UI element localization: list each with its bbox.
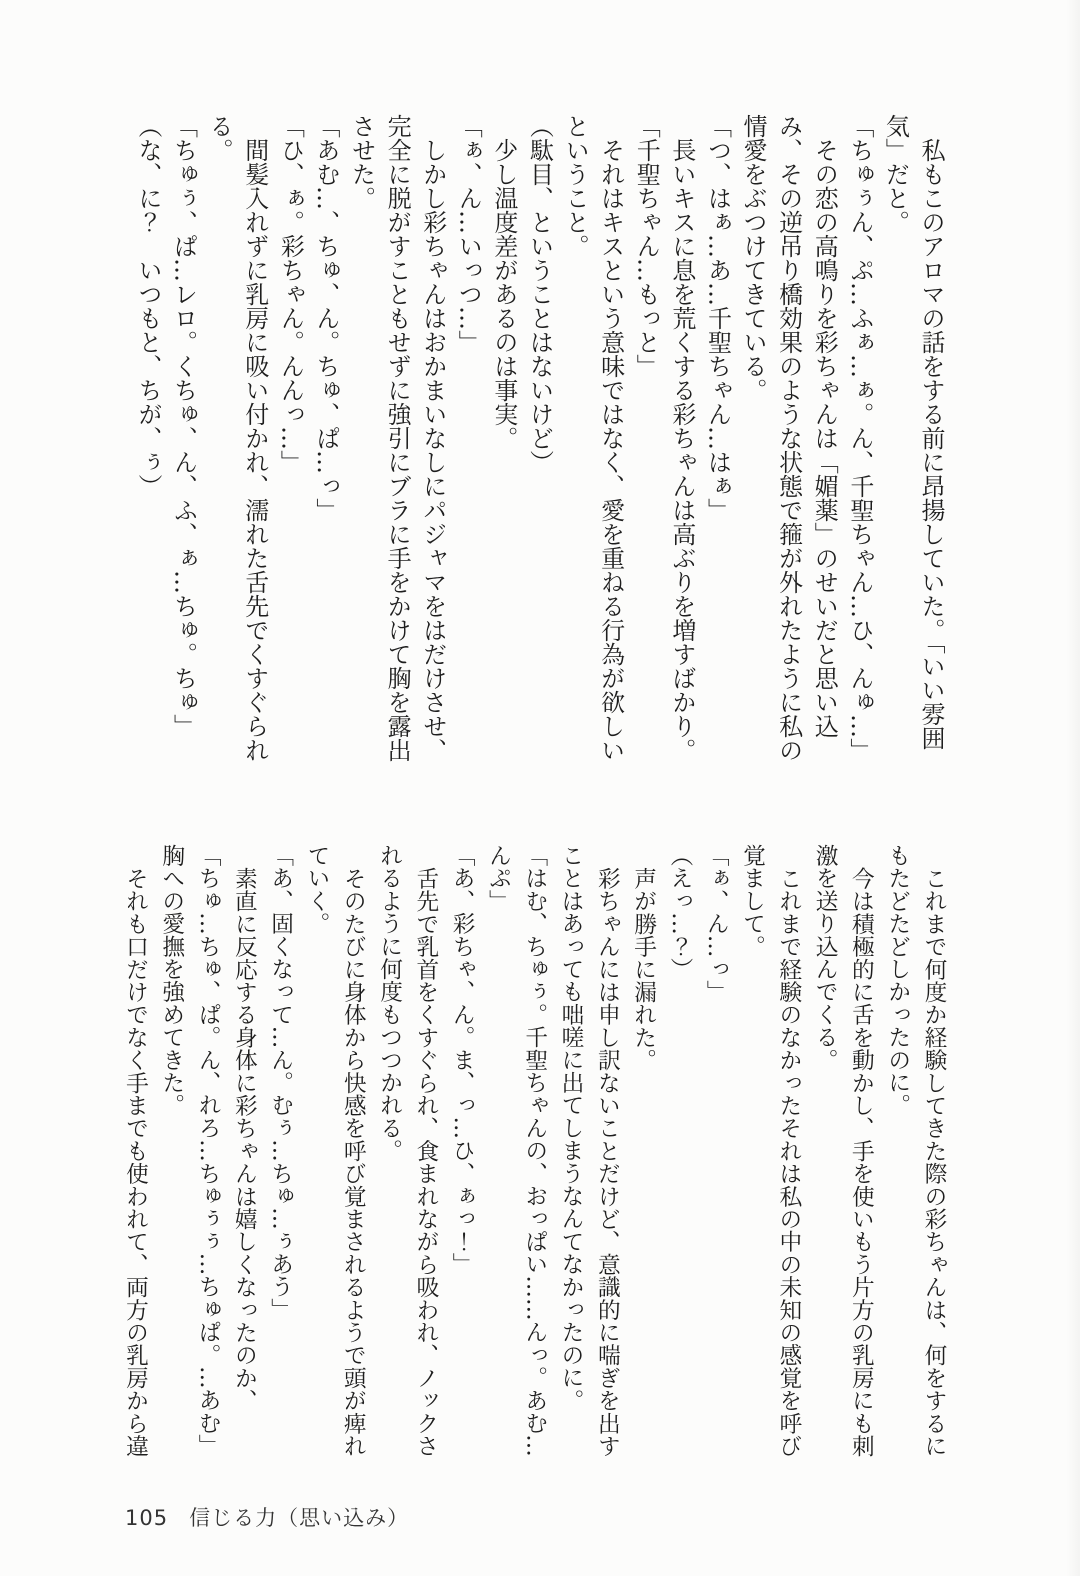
text-line: 「ちゅぅ、ぱ…レロ。くちゅ、ん、ふ、ぁ…ちゅ。ちゅ」 bbox=[169, 114, 198, 738]
text-line: ことはあっても咄嗟に出てしまうなんてなかったのに。 bbox=[558, 844, 585, 1412]
text-line: 激を送り込んでくる。 bbox=[812, 844, 839, 1071]
text-line: （えっ…？） bbox=[666, 844, 693, 981]
text-line: ということ。 bbox=[561, 114, 590, 258]
text-line: 長いキスに息を荒くする彩ちゃんは高ぶりを増すばかり。 bbox=[667, 138, 696, 762]
text-line: しかし彩ちゃんはおかまいなしにパジャマをはだけさせ、 bbox=[418, 138, 447, 762]
text-block-bottom bbox=[117, 844, 952, 1466]
text-line: 「ちゅ…ちゅ、ぱ。ん、れろ…ちゅぅぅ…ちゅぱ。…あむ」 bbox=[195, 844, 222, 1457]
text-line: その恋の高鳴りを彩ちゃんは「媚薬」のせいだと思い込 bbox=[810, 138, 839, 738]
page-number: 105 bbox=[125, 1506, 169, 1530]
text-line: （駄目、ということはないけど） bbox=[525, 114, 554, 474]
text-line: る。 bbox=[205, 114, 234, 162]
text-line: 少し温度差があるのは事実。 bbox=[489, 138, 518, 450]
text-line: これまで何度か経験してきた際の彩ちゃんは、何をするに bbox=[921, 866, 947, 1457]
text-block-top bbox=[129, 114, 948, 776]
text-line: 「あ、固くなって…ん。むぅ…ちゅ…ぅあう」 bbox=[267, 844, 294, 1321]
text-line: （な、に？ いつもと、ちが、ぅ） bbox=[133, 114, 162, 498]
scan-edge-shading bbox=[1066, 0, 1080, 1576]
text-line: 「はむ、ちゅぅ。千聖ちゃんの、おっぱい……んっ。あむ… bbox=[521, 844, 548, 1457]
text-line: 私もこのアロマの話をする前に昂揚していた。「いい雰囲 bbox=[917, 138, 945, 750]
page-footer bbox=[125, 1502, 409, 1532]
text-line: 声が勝手に漏れた。 bbox=[630, 866, 657, 1071]
text-line: 舌先で乳首をくすぐられ、食まれながら吸われ、ノックさ bbox=[412, 866, 439, 1457]
text-line: もたどたどしかったのに。 bbox=[884, 844, 911, 1117]
text-line: 素直に反応する身体に彩ちゃんは嬉しくなったのか、 bbox=[231, 866, 258, 1412]
text-line: そのたびに身体から快感を呼び覚まされるようで頭が痺れ bbox=[340, 866, 367, 1457]
text-line: ていく。 bbox=[303, 844, 330, 935]
text-line: 「ひ、ぁ。彩ちゃん。んんっ…」 bbox=[276, 114, 305, 474]
text-line: 間髪入れずに乳房に吸い付かれ、濡れた舌先でくすぐられ bbox=[240, 138, 269, 762]
text-line: 完全に脱がすこともせずに強引にブラに手をかけて胸を露出 bbox=[383, 114, 412, 762]
text-line: 覚まして。 bbox=[739, 844, 766, 958]
text-line: 「ぁ、ん…っ」 bbox=[703, 844, 730, 1003]
text-line: 彩ちゃんには申し訳ないことだけど、意識的に喘ぎを出す bbox=[594, 866, 621, 1457]
text-line: 今は積極的に舌を動かし、手を使いもう片方の乳房にも刺 bbox=[848, 866, 875, 1457]
text-line: 「あ、彩ちゃ、ん。ま、っ…ひ、ぁっ！」 bbox=[449, 844, 476, 1276]
text-line: 「ぁ、ん…いっつ…」 bbox=[454, 114, 483, 354]
text-line: んぷ」 bbox=[485, 844, 512, 913]
text-line: それはキスという意味ではなく、愛を重ねる行為が欲しい bbox=[596, 138, 625, 762]
text-line: 「千聖ちゃん…もっと」 bbox=[632, 114, 661, 378]
text-line: 胸への愛撫を強めてきた。 bbox=[158, 844, 185, 1117]
chapter-title: 信じる力（思い込み） bbox=[189, 1506, 410, 1530]
text-line: 気」だと。 bbox=[881, 114, 910, 234]
text-line: 情愛をぶつけてきている。 bbox=[739, 114, 768, 402]
text-line: 「つ、はぁ…あ…千聖ちゃん…はぁ」 bbox=[703, 114, 732, 522]
text-line: れるように何度もつつかれる。 bbox=[376, 844, 403, 1162]
text-line: 「ちゅぅん、ぷ…ふぁ…ぁ。ん、千聖ちゃん…ひ、んゅ…」 bbox=[845, 114, 874, 762]
text-line: これまで経験のなかったそれは私の中の未知の感覚を呼び bbox=[775, 866, 802, 1457]
text-line: み、その逆吊り橋効果のような状態で箍が外れたように私の bbox=[774, 114, 803, 762]
text-line: 「あむ…、ちゅ、ん。ちゅ、ぱ…っ」 bbox=[311, 114, 340, 522]
text-line: それも口だけでなく手までも使われて、両方の乳房から違 bbox=[122, 866, 149, 1457]
text-line: させた。 bbox=[347, 114, 376, 210]
